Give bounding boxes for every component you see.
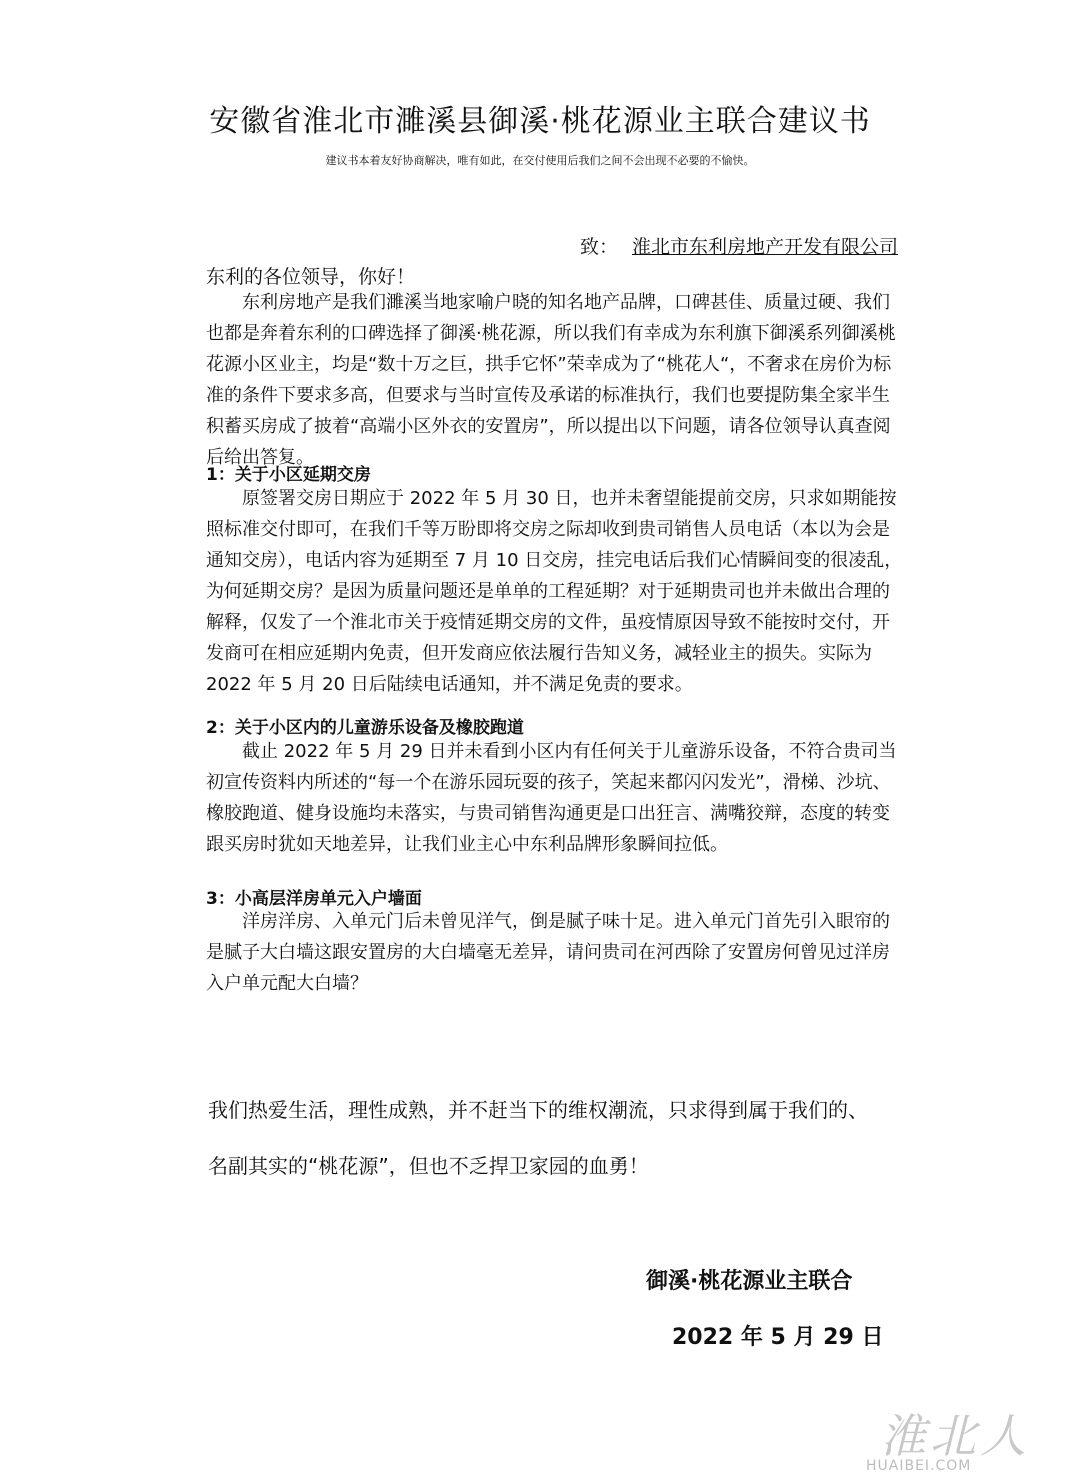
closing-line-1: 我们热爱生活，理性成熟，并不赶当下的维权潮流，只求得到属于我们的、 [208,1098,868,1122]
recipient-line [580,232,898,259]
section-2-heading: 2：关于小区内的儿童游乐设备及橡胶跑道 [206,718,524,738]
section-3-body: 洋房洋房、入单元门后未曾见洋气，倒是腻子味十足。进入单元门首先引入眼帘的是腻子大白墙这跟安置房的大白墙毫无差异，请问贵司在河西除了安置房何曾见过洋房入户单元配大白墙？ [206,911,890,994]
watermark-logo [858,1400,1068,1480]
section-2-body: 截止 2022 年 5 月 29 日并未看到小区内有任何关于儿童游乐设备，不符合贵司当初宣传资料内所述的“每一个在游乐园玩耍的孩子，笑起来都闪闪发光”，滑梯、沙坑、橡胶跑道、健身设施均未落实，与贵司销售沟通更是口出狂言、满嘴狡辩，态度的转变跟买房时犹如天地差异，让我们业主心中东利品牌形象瞬间拉低。 [206,741,897,855]
section-3-heading: 3：小高层洋房单元入户墙面 [206,889,422,909]
watermark-text: 淮北人 [880,1409,1030,1463]
recipient-name: 淮北市东利房地产开发有限公司 [632,236,899,258]
document-title: 安徽省淮北市濉溪县御溪·桃花源业主联合建议书 [209,104,871,139]
section-1-heading: 1：关于小区延期交房 [206,465,371,485]
greeting: 东利的各位领导，你好！ [206,266,416,288]
recipient-prefix: 致： [580,236,619,258]
signature-org: 御溪·桃花源业主联合 [646,1269,853,1294]
section-1-body: 原签署交房日期应于 2022 年 5 月 30 日，也并未奢望能提前交房，只求如期能按照标准交付即可，在我们千等万盼即将交房之际却收到贵司销售人员电话（本以为会是通知交房），电话内容为延期至 7 月 10 日交房，挂完电话后我们心情瞬间变的很凌乱，为何延期交房？是因为质量问题还是单单的工程延期？对于延期贵司也并未做出合理的解释，仅发了一个淮北市关于疫情延期交房的文件，虽疫情原因导致不能按时交付，开发商可在相应延期内免责，但开发商应依法履行告知义务，减轻业主的损失。实际为 2022 年 5 月 20 日后陆续电话通知，并不满足免责的要求。 [206,488,903,695]
signature-date: 2022 年 5 月 29 日 [672,1325,884,1350]
intro-paragraph: 东利房地产是我们濉溪当地家喻户晓的知名地产品牌，口碑甚佳、质量过硬、我们也都是奔着东利的口碑选择了御溪·桃花源，所以我们有幸成为东利旗下御溪系列御溪桃花源小区业主，均是“数十万之巨，拱手它怀”荣幸成为了“桃花人“，不奢求在房价为标准的条件下要求多高，但要求与当时宣传及承诺的标准执行，我们也要提防集全家半生积蓄买房成了披着“高端小区外衣的安置房”，所以提出以下问题，请各位领导认真查阅后给出答复。 [206,292,896,468]
closing-line-2: 名副其实的“桃花源”，但也不乏捍卫家园的血勇！ [208,1154,649,1178]
watermark-url: HUAIBEI.COM [866,1458,972,1474]
document-subtitle: 建议书本着友好协商解决，唯有如此，在交付使用后我们之间不会出现不必要的不愉快。 [325,154,755,167]
